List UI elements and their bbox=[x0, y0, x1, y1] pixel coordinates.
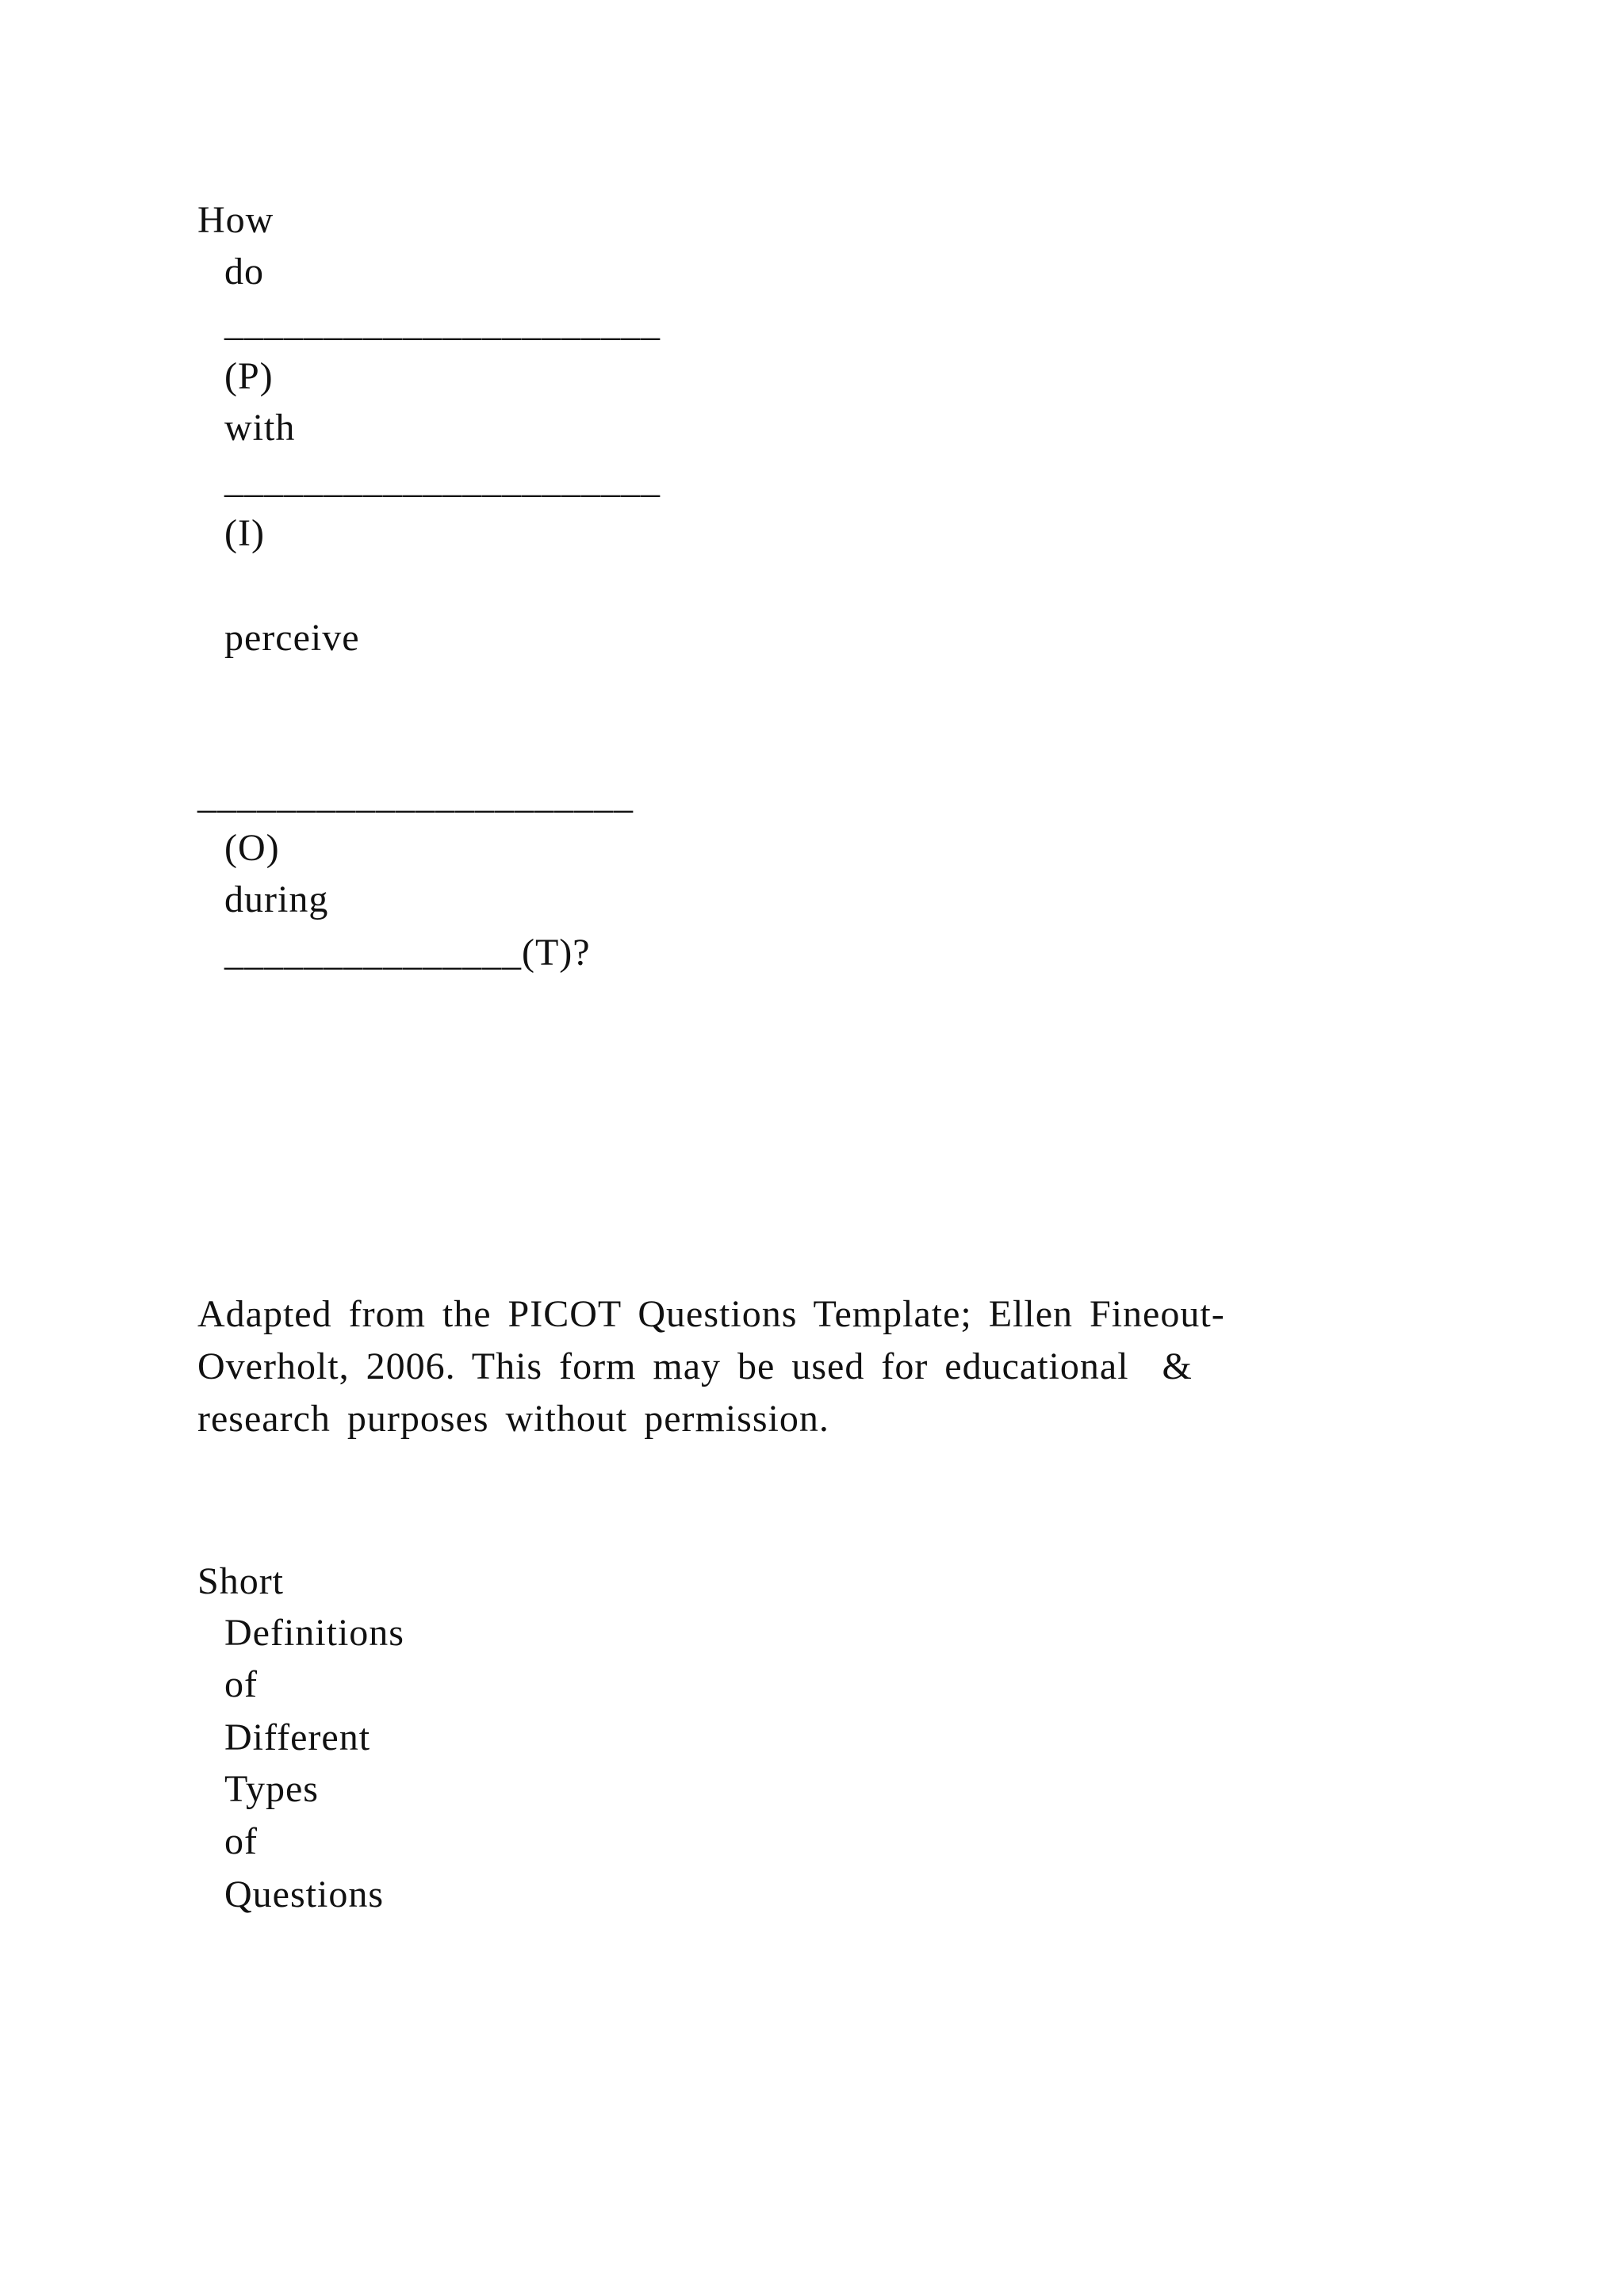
word-how: How bbox=[197, 199, 274, 241]
heading-word: Different bbox=[224, 1716, 371, 1758]
word-during: during bbox=[224, 878, 329, 920]
heading-word: Types bbox=[224, 1768, 319, 1810]
attribution-line: Adapted from the PICOT Questions Template; Ellen Fineout- bbox=[197, 1293, 1225, 1335]
label-population: (P) bbox=[224, 355, 274, 397]
attribution-line: research purposes without permission. bbox=[197, 1398, 829, 1440]
label-outcome: (O) bbox=[224, 827, 280, 869]
word-do: do bbox=[224, 251, 264, 293]
heading-word: of bbox=[224, 1663, 258, 1705]
attribution-line: Overholt, 2006. This form may be used for educational & bbox=[197, 1345, 1193, 1387]
blank-population: ______________________ bbox=[224, 302, 661, 344]
label-intervention: (I) bbox=[224, 512, 265, 554]
blank-time: _______________(T)? bbox=[224, 932, 591, 974]
word-perceive: perceive bbox=[224, 617, 360, 659]
word-with: with bbox=[224, 407, 296, 449]
attribution-paragraph bbox=[197, 1288, 1403, 1445]
heading-word: Definitions bbox=[224, 1612, 404, 1654]
heading-word: of bbox=[224, 1820, 258, 1862]
blank-outcome: ______________________ bbox=[197, 775, 634, 817]
blank-intervention: ______________________ bbox=[224, 459, 661, 501]
heading-word: Questions bbox=[224, 1873, 384, 1915]
heading-word: Short bbox=[197, 1560, 285, 1602]
